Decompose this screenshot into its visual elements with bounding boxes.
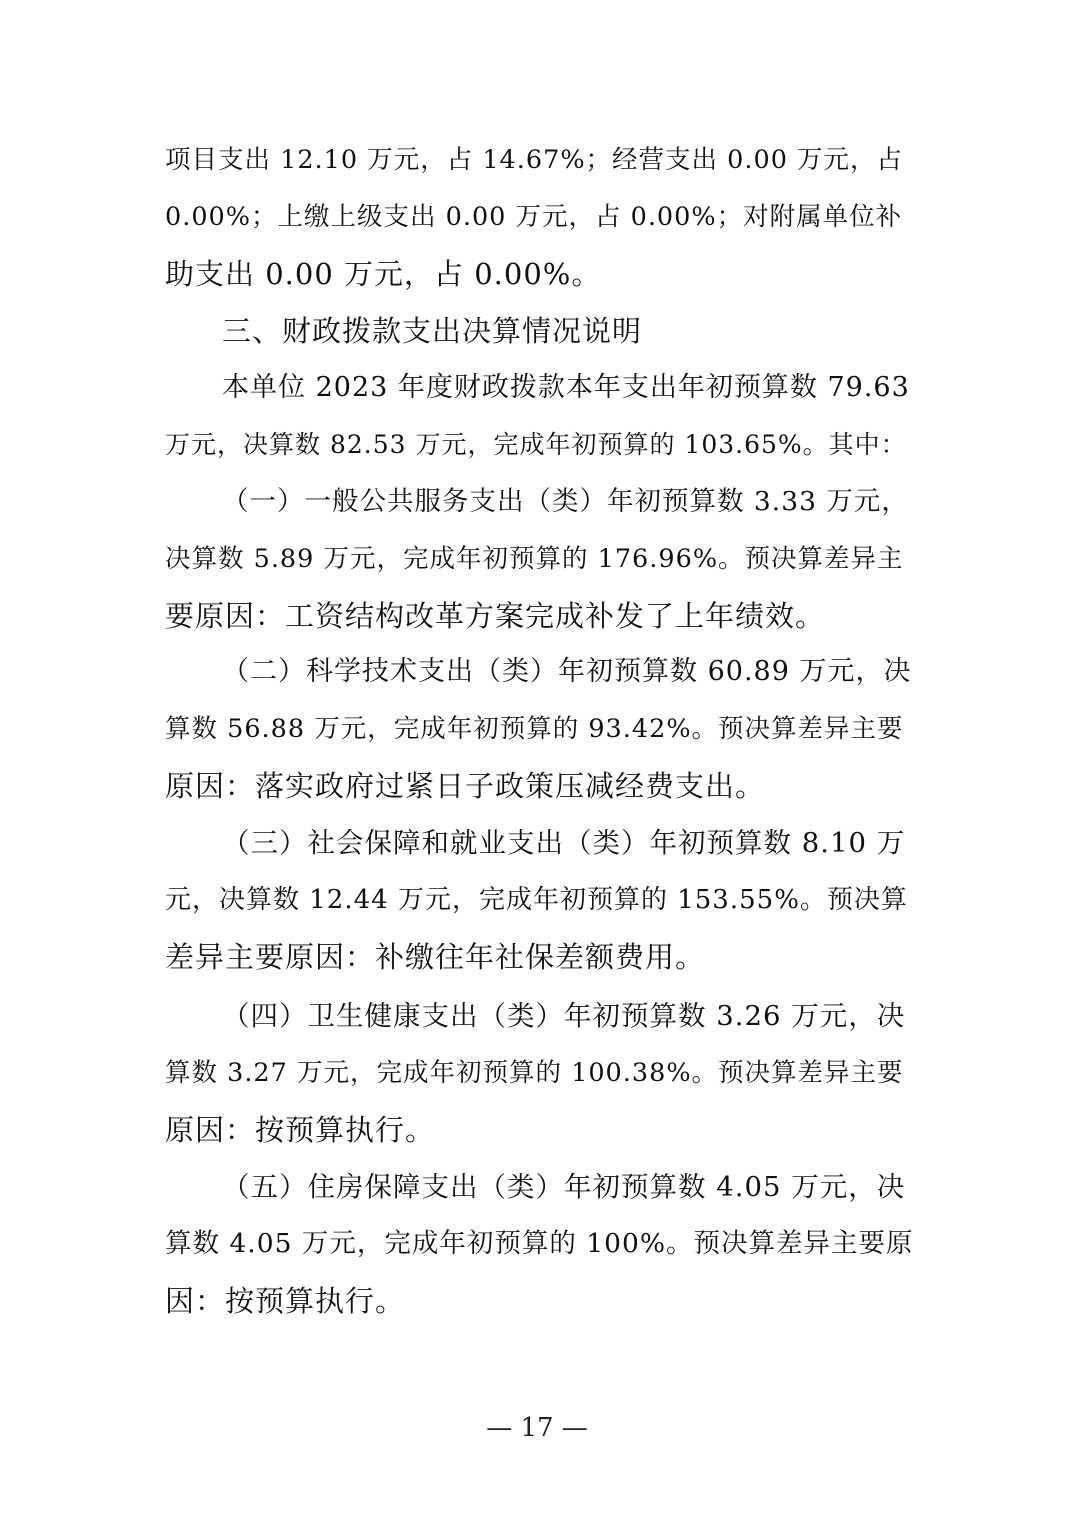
paragraph-line: （三）社会保障和就业支出（类）年初预算数 8.10 万 [222, 827, 906, 859]
paragraph-line: 要原因：工资结构改革方案完成补发了上年绩效。 [165, 599, 826, 633]
paragraph-line: 原因：落实政府过紧日子政策压减经费支出。 [165, 769, 766, 803]
paragraph-line: 决算数 5.89 万元，完成年初预算的 176.96%。预决算差异主 [165, 544, 904, 574]
paragraph-line: 元，决算数 12.44 万元，完成年初预算的 153.55%。预决算 [165, 885, 908, 915]
paragraph-line: 算数 4.05 万元，完成年初预算的 100%。预决算差异主要原 [165, 1228, 914, 1259]
paragraph-line: （二）科学技术支出（类）年初预算数 60.89 万元，决 [222, 656, 912, 687]
paragraph-line: 万元，决算数 82.53 万元，完成年初预算的 103.65%。其中： [165, 430, 907, 459]
paragraph-line: （四）卫生健康支出（类）年初预算数 3.26 万元，决 [222, 1000, 906, 1032]
paragraph-line: 差异主要原因：补缴往年社保差额费用。 [165, 940, 706, 974]
paragraph-line: （一）一般公共服务支出（类）年初预算数 3.33 万元， [222, 486, 909, 517]
paragraph-line: 助支出 0.00 万元，占 0.00%。 [165, 257, 602, 291]
paragraph-line: 项目支出 12.10 万元，占 14.67%；经营支出 0.00 万元，占 [165, 145, 904, 175]
paragraph-line: 算数 3.27 万元，完成年初预算的 100.38%。预决算差异主要 [165, 1058, 904, 1088]
section-heading: 三、财政拨款支出决算情况说明 [222, 314, 643, 348]
page-number: — 17 — [486, 1413, 588, 1443]
paragraph-line: 0.00%；上缴上级支出 0.00 万元，占 0.00%；对附属单位补 [165, 202, 903, 232]
paragraph-line: 算数 56.88 万元，完成年初预算的 93.42%。预决算差异主要 [165, 714, 904, 744]
paragraph-line: 原因：按预算执行。 [165, 1113, 436, 1147]
paragraph-line: （五）住房保障支出（类）年初预算数 4.05 万元，决 [222, 1171, 906, 1203]
paragraph-line: 因：按预算执行。 [165, 1284, 406, 1318]
paragraph-line: 本单位 2023 年度财政拨款本年支出年初预算数 79.63 [222, 372, 910, 403]
